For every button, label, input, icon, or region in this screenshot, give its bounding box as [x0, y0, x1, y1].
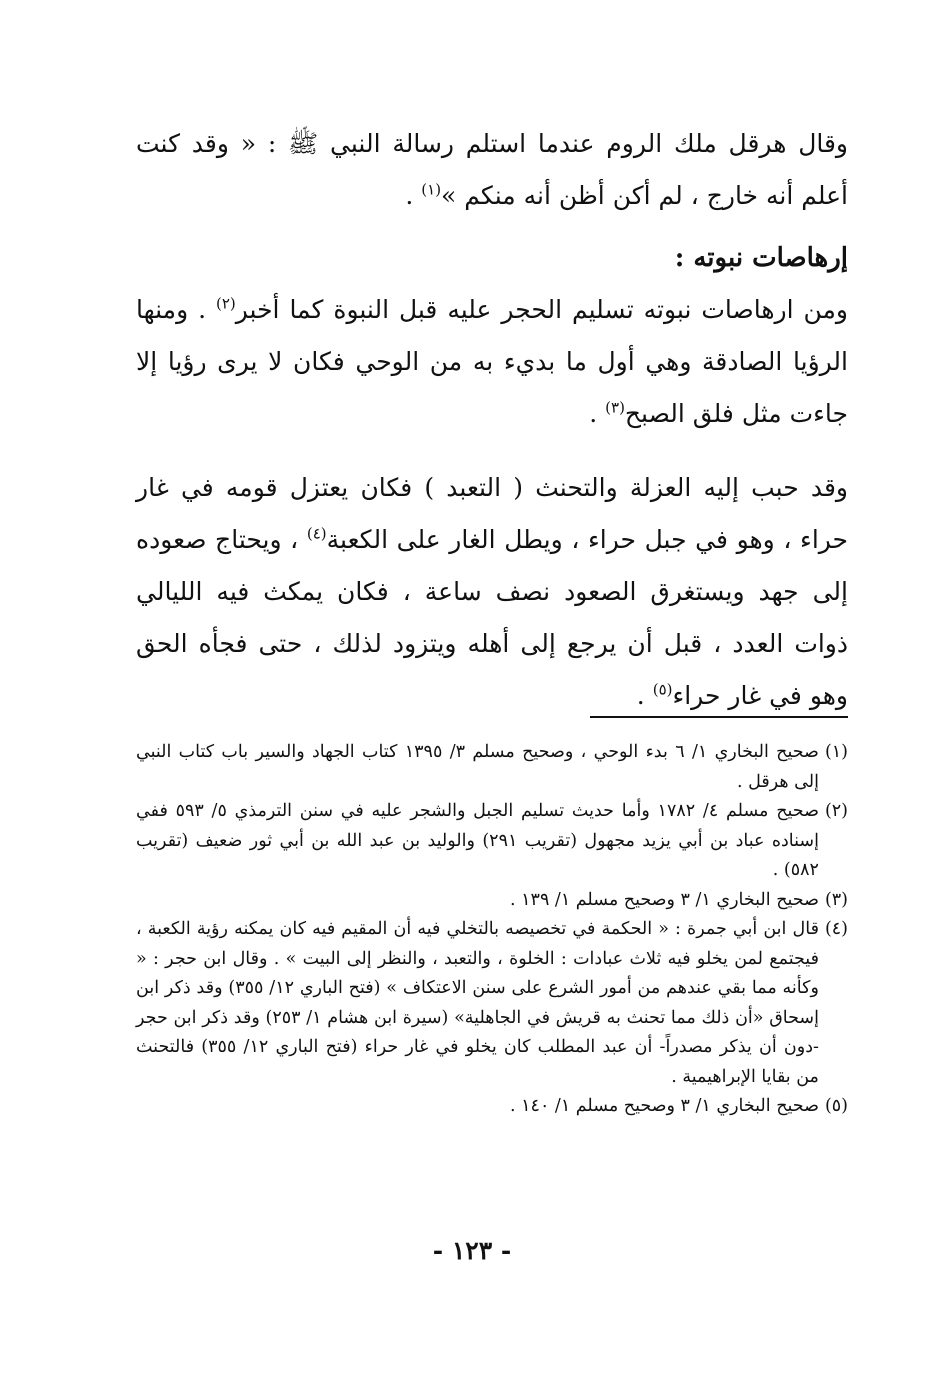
footnote-number: (١) — [824, 742, 848, 762]
footnote-ref-3[interactable]: (٣) — [605, 398, 625, 417]
footnote-number: (٢) — [824, 801, 848, 821]
paragraph-end: . — [636, 681, 653, 710]
footnote-ref-2[interactable]: (٢) — [215, 294, 236, 313]
footnote-text: صحيح البخاري ١/ ٣ وصحيح مسلم ١/ ١٣٩ . — [510, 889, 819, 910]
footnote-separator — [590, 716, 848, 718]
paragraph-text: وقد حبب إليه العزلة والتحنث ( التعبد ) فكان يعتزل قومه في غار حراء ، وهو في جبل حراء ، ويطل الغار على الكعبة — [136, 473, 849, 554]
footnote-number: (٣) — [824, 889, 848, 910]
footnote-text: صحيح البخاري ١/ ٣ وصحيح مسلم ١/ ١٤٠ . — [510, 1096, 819, 1116]
footnote-5 — [136, 1092, 848, 1122]
footnote-2 — [136, 797, 848, 886]
paragraph-text: ، ويحتاج صعوده إلى جهد ويستغرق الصعود نصف ساعة ، فكان يمكث فيه الليالي ذوات العدد ، قبل أن يرجع إلى أهله ويتزود لذلك ، حتى فجأه الحق وهو في غار حراء — [136, 525, 848, 710]
paragraph-text: وقال هرقل ملك الروم عندما استلم رسالة النبي ﷺ : « وقد كنت أعلم أنه خارج ، لم أكن أظن أنه منكم » — [136, 129, 848, 210]
paragraph-signs — [136, 284, 848, 440]
paragraph-text: ومن ارهاصات نبوته تسليم الحجر عليه قبل النبوة كما أخبر — [235, 295, 848, 324]
footnote-text: قال ابن أبي جمرة : « الحكمة في تخصيصه بالتخلي فيه أن المقيم فيه كان يمكنه رؤية الكعبة ، فيجتمع لمن يخلو فيه ثلاث عبادات : الخلوة ، والتعبد ، والنظر إلى البيت » . وقال ابن حجر : « وكأنه مما بقي عندهم من أمور الشرع على سنن الاعتكاف » (فتح الباري ١٢/ ٣٥٥) وقد ذكر ابن إسحاق «أن ذلك مما تحنث به قريش في الجاهلية» (سيرة ابن هشام ١/ ٢٥٣) وقد ذكر ابن حجر -دون أن يذكر مصدراً- أن عبد المطلب كان يخلو في غار حراء (فتح الباري ١٢/ ٣٥٥) فالتحنث من بقايا الإبراهيمية . — [136, 919, 819, 1087]
footnote-ref-4[interactable]: (٤) — [306, 524, 327, 543]
footnote-number: (٤) — [824, 919, 848, 939]
paragraph-heraclius — [136, 118, 848, 222]
paragraph-text: . ومنها الرؤيا الصادقة وهي أول ما بديء به من الوحي فكان لا يرى رؤيا إلا جاءت مثل فلق الصبح — [136, 295, 848, 428]
section-heading: إرهاصات نبوته : — [674, 243, 848, 273]
footnote-1 — [136, 738, 848, 797]
footnote-3 — [136, 886, 848, 916]
paragraph-end: . — [589, 399, 606, 428]
footnotes — [136, 738, 848, 1122]
paragraph-end: . — [405, 181, 422, 210]
footnote-text: صحيح البخاري ١/ ٦ بدء الوحي ، وصحيح مسلم ٣/ ١٣٩٥ كتاب الجهاد والسير باب كتاب النبي إلى هرقل . — [136, 742, 819, 792]
page-number: - ١٢٣ - — [432, 1236, 512, 1265]
footnote-text: صحيح مسلم ٤/ ١٧٨٢ وأما حديث تسليم الجبل والشجر عليه في سنن الترمذي ٥/ ٥٩٣ ففي إسناده عباد بن أبي يزيد مجهول (تقريب ٢٩١) والوليد بن عبد الله بن أبي ثور ضعيف (تقريب ٥٨٢) . — [136, 801, 819, 880]
paragraph-seclusion — [136, 462, 848, 722]
main-text — [136, 118, 848, 722]
footnote-number: (٥) — [824, 1096, 848, 1116]
footnote-ref-5[interactable]: (٥) — [652, 680, 673, 699]
footnote-4 — [136, 915, 848, 1092]
footnote-ref-1[interactable]: (١) — [421, 180, 442, 199]
